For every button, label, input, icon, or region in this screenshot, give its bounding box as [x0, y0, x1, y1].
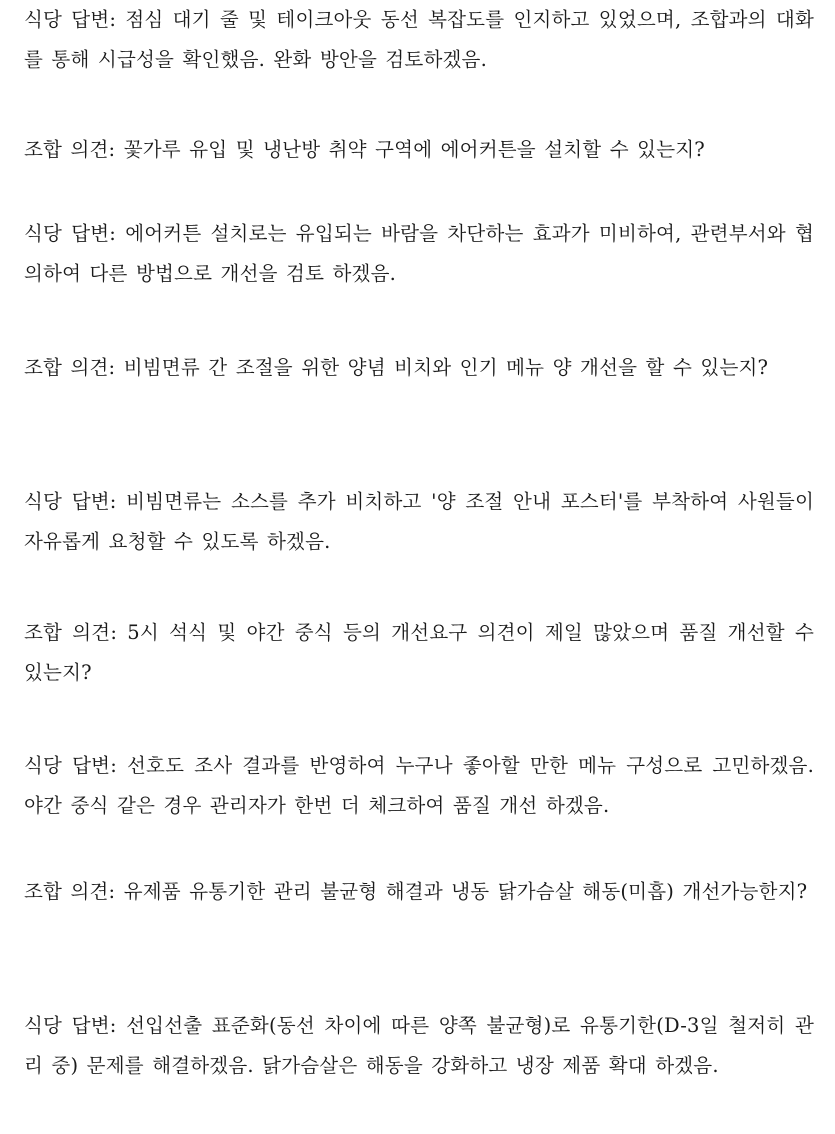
- paragraph-3-cafeteria-answer: 식당 답변: 에어커튼 설치로는 유입되는 바람을 차단하는 효과가 미비하여, 관련부서와 협의하여 다른 방법으로 개선을 검토 하겠음.: [24, 222, 814, 285]
- paragraph-2-union-opinion: 조합 의견: 꽃가루 유입 및 냉난방 취약 구역에 에어커튼을 설치할 수 있는지?: [24, 138, 705, 161]
- paragraph-5-cafeteria-answer: 식당 답변: 비빔면류는 소스를 추가 비치하고 '양 조절 안내 포스터'를 부착하여 사원들이 자유롭게 요청할 수 있도록 하겠음.: [24, 490, 814, 553]
- paragraph-8-union-opinion: 조합 의견: 유제품 유통기한 관리 불균형 해결과 냉동 닭가슴살 해동(미흡) 개선가능한지?: [24, 880, 808, 903]
- paragraph-9-cafeteria-answer: 식당 답변: 선입선출 표준화(동선 차이에 따른 양쪽 불균형)로 유통기한(D-3일 철저히 관리 중) 문제를 해결하겠음. 닭가슴살은 해동을 강화하고 냉장 제품 확대 하겠음.: [24, 1014, 814, 1077]
- paragraph-4-union-opinion: 조합 의견: 비빔면류 간 조절을 위한 양념 비치와 인기 메뉴 양 개선을 할 수 있는지?: [24, 356, 769, 379]
- paragraph-7-cafeteria-answer: 식당 답변: 선호도 조사 결과를 반영하여 누구나 좋아할 만한 메뉴 구성으로 고민하겠음. 야간 중식 같은 경우 관리자가 한번 더 체크하여 품질 개선 하겠음.: [24, 754, 814, 817]
- paragraph-1-cafeteria-answer: 식당 답변: 점심 대기 줄 및 테이크아웃 동선 복잡도를 인지하고 있었으며, 조합과의 대화를 통해 시급성을 확인했음. 완화 방안을 검토하겠음.: [24, 8, 814, 71]
- paragraph-6-union-opinion: 조합 의견: 5시 석식 및 야간 중식 등의 개선요구 의견이 제일 많았으며 품질 개선할 수 있는지?: [24, 621, 814, 684]
